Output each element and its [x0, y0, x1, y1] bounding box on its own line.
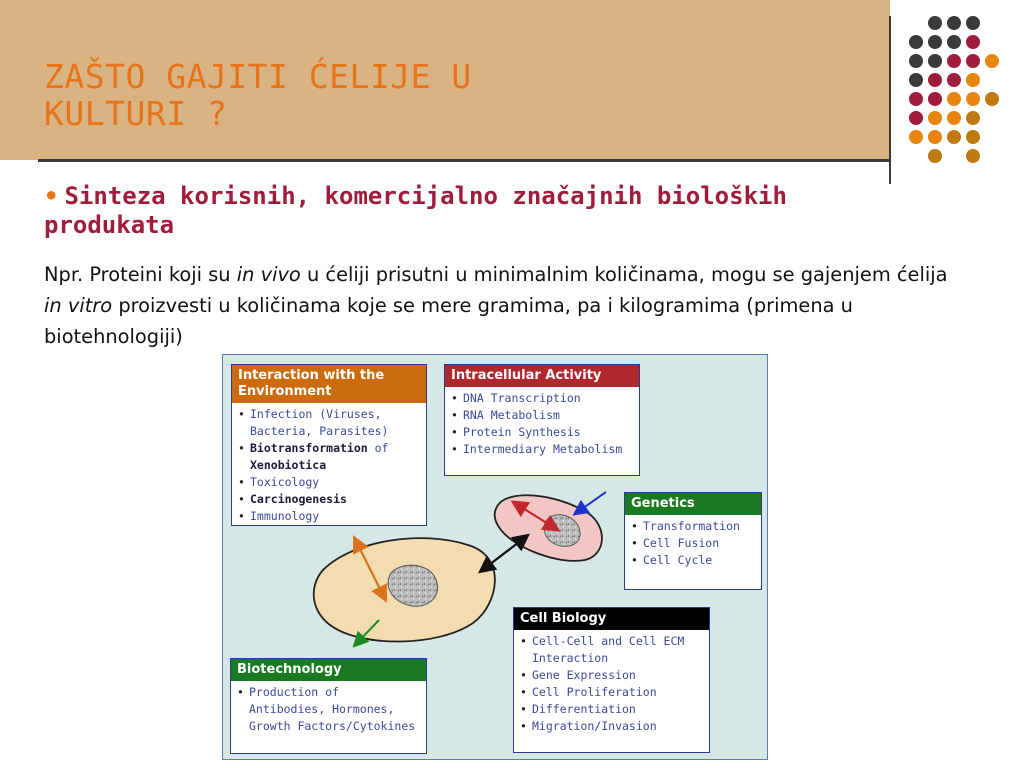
figure-box-list [231, 681, 426, 737]
figure-box-item: • Gene Expression [520, 667, 705, 684]
figure-box-item: • Cell Cycle [631, 552, 757, 569]
decorative-dot-grid [905, 10, 1015, 170]
decorative-dot [966, 16, 980, 30]
figure-box-item: • Toxicology [238, 474, 422, 491]
figure-box-title: Genetics [625, 493, 761, 515]
title-line-1: ZAŠTO GAJITI ĆELIJE U [44, 57, 472, 96]
figure-box-biotech [230, 658, 427, 754]
figure-box-item: • Intermediary Metabolism [451, 441, 635, 458]
figure-box-item: • Transformation [631, 518, 757, 535]
figure-box-list [445, 387, 639, 460]
decorative-dot [966, 111, 980, 125]
figure-box-item: • RNA Metabolism [451, 407, 635, 424]
decorative-dot [928, 54, 942, 68]
body-part-2: u ćeliji prisutni u minimalnim količinama, mogu se gajenjem ćelija [300, 263, 948, 286]
figure-box-title: Biotechnology [231, 659, 426, 681]
figure-box-item: • Cell Proliferation [520, 684, 705, 701]
decorative-dot [909, 54, 923, 68]
figure-box-cellbiology [513, 607, 710, 753]
decorative-dot [909, 111, 923, 125]
decorative-dot [947, 35, 961, 49]
decorative-dot [909, 73, 923, 87]
decorative-dot [909, 92, 923, 106]
title-divider [38, 159, 891, 162]
decorative-dot [947, 92, 961, 106]
figure-box-item: • Protein Synthesis [451, 424, 635, 441]
decorative-dot [966, 35, 980, 49]
genetics-arrow [579, 492, 606, 511]
decorative-dot [966, 73, 980, 87]
body-part-1: Npr. Proteini koji su [44, 263, 237, 286]
figure-box-intracellular [444, 364, 640, 476]
bullet-heading-text: Sinteza korisnih, komercijalno značajnih bioloških produkata [44, 182, 787, 239]
body-paragraph [44, 259, 954, 352]
figure-box-environment [231, 364, 427, 526]
figure-box-item: • Differentiation [520, 701, 705, 718]
vertical-divider [889, 16, 891, 184]
figure-box-item: • Cell-Cell and Cell ECM Interaction [520, 633, 705, 667]
body-italic-in-vitro: in vitro [44, 294, 113, 317]
decorative-dot [966, 54, 980, 68]
figure-box-title: Cell Biology [514, 608, 709, 630]
decorative-dot [928, 73, 942, 87]
figure-box-title: Intracellular Activity [445, 365, 639, 387]
decorative-dot [928, 130, 942, 144]
title-line-2: KULTURI ? [44, 94, 228, 133]
figure-box-item: • Immunology [238, 508, 422, 525]
decorative-dot [947, 73, 961, 87]
decorative-dot [928, 16, 942, 30]
figure-box-item: • Biotransformation of Xenobiotica [238, 440, 422, 474]
decorative-dot [909, 35, 923, 49]
body-part-3: proizvesti u količinama koje se mere gramima, pa i kilogramima (primena u biotehnologiji) [44, 294, 853, 348]
figure-box-item: • Infection (Viruses, Bacteria, Parasites) [238, 406, 422, 440]
decorative-dot [928, 149, 942, 163]
decorative-dot [928, 92, 942, 106]
decorative-dot [966, 92, 980, 106]
decorative-dot [985, 54, 999, 68]
figure-box-item: • Carcinogenesis [238, 491, 422, 508]
figure-box-item: • Production of Antibodies, Hormones, Growth Factors/Cytokines [237, 684, 422, 735]
figure-box-list [514, 630, 709, 737]
cell-culture-figure [222, 354, 768, 760]
decorative-dot [985, 92, 999, 106]
decorative-dot [947, 130, 961, 144]
decorative-dot [947, 54, 961, 68]
figure-box-item: • Cell Fusion [631, 535, 757, 552]
figure-box-item: • DNA Transcription [451, 390, 635, 407]
decorative-dot [947, 111, 961, 125]
decorative-dot [928, 111, 942, 125]
figure-box-list [625, 515, 761, 571]
bullet-marker: • [44, 182, 59, 210]
figure-box-title: Interaction with the Environment [232, 365, 426, 403]
figure-box-genetics [624, 492, 762, 590]
decorative-dot [947, 16, 961, 30]
decorative-dot [966, 149, 980, 163]
figure-box-list [232, 403, 426, 527]
body-italic-in-vivo: in vivo [236, 263, 301, 286]
slide-title [44, 58, 472, 132]
decorative-dot [966, 130, 980, 144]
figure-box-item: • Migration/Invasion [520, 718, 705, 735]
bullet-heading [44, 182, 904, 240]
decorative-dot [909, 130, 923, 144]
decorative-dot [928, 35, 942, 49]
cell-link-arrow [485, 539, 523, 568]
